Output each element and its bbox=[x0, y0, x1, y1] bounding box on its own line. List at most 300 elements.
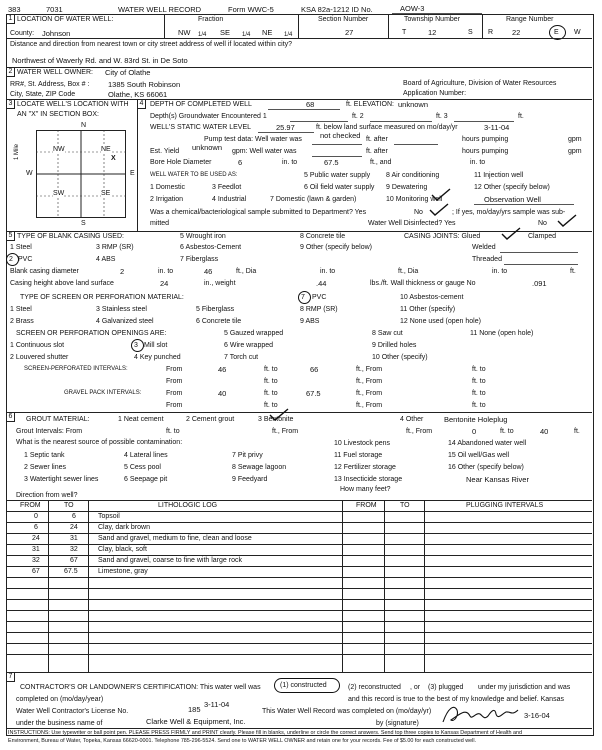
contam-7: 7 Pit privy bbox=[232, 452, 263, 459]
business-value: Clarke Well & Equipment, Inc. bbox=[146, 717, 246, 726]
screen-11: 11 Other (specify) bbox=[400, 306, 456, 313]
plugging-intervals-header: PLUGGING INTERVALS bbox=[466, 502, 544, 509]
compass-s: S bbox=[81, 220, 86, 227]
log-rule-3 bbox=[6, 544, 592, 545]
code-left: 383 bbox=[8, 5, 21, 14]
locate-label-2: AN "X" IN SECTION BOX: bbox=[17, 111, 99, 118]
yield-label: Est. Yield bbox=[150, 148, 180, 155]
use-11: 11 Injection well bbox=[474, 172, 524, 179]
grout-other-value: Bentonite Holeplug bbox=[444, 415, 508, 424]
log-to-header: TO bbox=[64, 502, 74, 509]
log-rule-10 bbox=[6, 621, 592, 622]
instructions-line-1: INSTRUCTIONS: Use typewriter or ball point pen. PLEASE PRESS FIRMLY and PRINT clearly. Please fill in blanks, underline or circle the correct answers. Send top three copies to Kansas Department of Health and bbox=[8, 730, 523, 736]
section-7-number: 7 bbox=[6, 672, 15, 682]
casing-7: 7 Fiberglass bbox=[180, 256, 219, 263]
elevation-label: ft. ELEVATION: bbox=[346, 101, 394, 108]
reconstructed-option: (2) reconstructed bbox=[348, 684, 401, 691]
log-rule-6 bbox=[6, 577, 592, 578]
log-col-2 bbox=[88, 500, 89, 672]
log-row-from: 31 bbox=[32, 546, 40, 553]
fraction-3: NE bbox=[262, 28, 273, 37]
log-bottom-rule bbox=[6, 672, 592, 673]
elevation-value: unknown bbox=[398, 100, 429, 109]
log-row-to: 67.5 bbox=[64, 568, 78, 575]
static-line bbox=[258, 132, 314, 133]
glued-checkmark bbox=[500, 227, 522, 241]
s1-divider-4 bbox=[482, 14, 483, 38]
static-date: 3-11-04 bbox=[484, 123, 510, 132]
certification-label-b: under my jurisdiction and was bbox=[478, 684, 571, 691]
log-row-desc: Clay, dark brown bbox=[98, 524, 151, 531]
log-row-to: 32 bbox=[70, 546, 78, 553]
contam-10: 10 Livestock pens bbox=[334, 440, 391, 447]
opening-mill-slot: Mill slot bbox=[144, 342, 168, 349]
perf-from-label: From bbox=[166, 366, 183, 373]
casing-2-number: 2 bbox=[9, 256, 13, 263]
log-row-desc: Sand and gravel, coarse to fine with large rock bbox=[98, 557, 242, 564]
contam-15: 15 Oil well/Gas well bbox=[448, 452, 510, 459]
gw-line-3 bbox=[454, 121, 514, 122]
s1-rule-1 bbox=[6, 38, 592, 39]
record-completed-label: This Water Well Record was completed on (mo/day/yr) bbox=[262, 708, 432, 715]
county-value: Johnson bbox=[42, 29, 71, 38]
log-col-1 bbox=[48, 500, 49, 672]
fraction-label: Fraction bbox=[198, 16, 224, 23]
perf-ft-from-2: ft., From bbox=[356, 378, 383, 385]
perf-from-value: 46 bbox=[218, 365, 227, 374]
static-label: WELL'S STATIC WATER LEVEL bbox=[150, 124, 252, 131]
joints-clamped: Clamped bbox=[528, 233, 557, 240]
diameter-in-to-2: in. to bbox=[320, 268, 336, 275]
use-3: 3 Feedlot bbox=[212, 184, 242, 191]
township-number: 12 bbox=[428, 28, 437, 37]
range-number: 22 bbox=[512, 28, 521, 37]
joints-label: CASING JOINTS: Glued bbox=[404, 233, 481, 240]
log-rule-11 bbox=[6, 632, 592, 633]
range-w: W bbox=[574, 29, 581, 36]
log-from-header: FROM bbox=[20, 502, 41, 509]
grout-ft-from: ft., From bbox=[272, 428, 299, 435]
log-row-desc: Clay, black, soft bbox=[98, 546, 147, 553]
chem-label: Was a chemical/bacteriological sample submitted to Department? Yes bbox=[150, 209, 367, 216]
bore-ft-and: ft., and bbox=[370, 159, 392, 166]
opening-3-number: 3 bbox=[134, 342, 138, 349]
yield-hours: hours pumping bbox=[462, 148, 509, 155]
bentonite-checkmark bbox=[268, 408, 290, 422]
yield-line bbox=[312, 156, 362, 157]
height-label: Casing height above land surface bbox=[10, 280, 114, 287]
log-rule-7 bbox=[6, 588, 592, 589]
location-label: LOCATION OF WATER WELL: bbox=[17, 16, 114, 23]
s1-divider-3 bbox=[388, 14, 389, 38]
casing-5: 5 Wrought iron bbox=[180, 233, 226, 240]
depth-line bbox=[268, 109, 340, 110]
constructed-circle bbox=[274, 678, 340, 693]
quarter-2: 1/4 bbox=[242, 32, 251, 38]
yield-ft-after: ft. after bbox=[366, 148, 388, 155]
height-in-weight: in., weight bbox=[204, 280, 236, 287]
gw-ft3: ft. 3 bbox=[436, 113, 448, 120]
signature bbox=[440, 702, 524, 726]
grout-label: GROUT MATERIAL: bbox=[26, 416, 90, 423]
certification-label: CONTRACTOR'S OR LANDOWNER'S CERTIFICATION: This water well was bbox=[20, 684, 261, 691]
section-4-number: 4 bbox=[137, 99, 146, 109]
opening-9: 9 Drilled holes bbox=[372, 342, 417, 349]
log-row-from: 32 bbox=[32, 557, 40, 564]
license-label: Water Well Contractor's License No. bbox=[16, 708, 129, 715]
log-rule-2 bbox=[6, 533, 592, 534]
grout-3: 3 Bentonite bbox=[258, 416, 294, 423]
section-number-label: Section Number bbox=[318, 16, 369, 23]
opening-3-circle bbox=[131, 339, 144, 352]
s1-rule-2 bbox=[6, 67, 592, 68]
yield-value: unknown bbox=[192, 143, 223, 152]
log-rule-5 bbox=[6, 566, 592, 567]
gravel-ft-to-4: ft. to bbox=[472, 402, 486, 409]
grout-4: 4 Other bbox=[400, 416, 424, 423]
s1-divider-1 bbox=[164, 14, 165, 38]
joints-threaded: Threaded bbox=[472, 256, 502, 263]
screen-5: 5 Fiberglass bbox=[196, 306, 235, 313]
log-row-desc: Sand and gravel, medium to fine, clean and loose bbox=[98, 535, 252, 542]
gravel-ft-to: ft. to bbox=[264, 390, 278, 397]
s5-rule bbox=[6, 412, 592, 413]
direction-label: Direction from well? bbox=[16, 492, 78, 499]
bore-in-to-2: in. to bbox=[470, 159, 486, 166]
casing-6: 6 Asbestos-Cement bbox=[180, 244, 242, 251]
signature-label: by (signature) bbox=[376, 720, 419, 727]
grout-1: 1 Neat cement bbox=[118, 416, 164, 423]
use-1: 1 Domestic bbox=[150, 184, 186, 191]
threaded-line bbox=[504, 264, 578, 265]
log-rule-12 bbox=[6, 643, 592, 644]
gw-line-1 bbox=[290, 121, 348, 122]
fraction-2: SE bbox=[220, 28, 231, 37]
log-rule-1 bbox=[6, 522, 592, 523]
use-label: WELL WATER TO BE USED AS: bbox=[150, 172, 238, 178]
gw-ft2: ft. 2 bbox=[352, 113, 364, 120]
contam-16: 16 Other (specify below) bbox=[448, 464, 524, 471]
locate-label-1: LOCATE WELL'S LOCATION WITH bbox=[17, 101, 129, 108]
casing-3: 3 RMP (SR) bbox=[96, 244, 134, 251]
log-rule-4 bbox=[6, 555, 592, 556]
city-label: City, State, ZIP Code bbox=[10, 91, 76, 98]
lithologic-log-header: LITHOLOGIC LOG bbox=[158, 502, 218, 509]
application-label: Application Number: bbox=[403, 90, 467, 97]
log-row-from: 6 bbox=[34, 524, 38, 531]
gravel-from-label: From bbox=[166, 390, 183, 397]
log-row-to: 31 bbox=[70, 535, 78, 542]
contam-11: 11 Fuel storage bbox=[334, 452, 383, 459]
screen-pvc: PVC bbox=[312, 294, 327, 301]
gw-ft-end: ft. bbox=[518, 113, 524, 120]
diameter-ft: ft. bbox=[570, 268, 576, 275]
static-value: 25.97 bbox=[276, 123, 295, 132]
use-10-checkmark bbox=[430, 188, 452, 202]
gravel-ft-from: ft., From bbox=[356, 390, 383, 397]
completed-value: 3-11-04 bbox=[204, 700, 230, 709]
form-number: Form WWC-5 bbox=[228, 5, 274, 14]
log-row-to: 24 bbox=[70, 524, 78, 531]
s6-rule bbox=[6, 500, 592, 501]
log-col-5 bbox=[424, 500, 425, 672]
use-other-line bbox=[474, 204, 574, 205]
business-label: under the business name of bbox=[16, 720, 103, 727]
grid-ne: NE bbox=[101, 146, 111, 153]
perf-from-label-2: From bbox=[166, 378, 183, 385]
casing-1: 1 Steel bbox=[10, 244, 32, 251]
opening-10: 10 Other (specify) bbox=[372, 354, 428, 361]
contam-9: 9 Feedyard bbox=[232, 476, 268, 483]
screen-type-label: TYPE OF SCREEN OR PERFORATION MATERIAL: bbox=[20, 294, 184, 301]
section-1-number: 1 bbox=[6, 14, 15, 24]
casing-2-circle bbox=[6, 253, 19, 266]
screen-6: 6 Concrete tile bbox=[196, 318, 242, 325]
section-3-number: 3 bbox=[6, 99, 15, 109]
disinfected-no-checkmark bbox=[556, 214, 578, 228]
pump-after-line bbox=[394, 144, 438, 145]
log-col-3 bbox=[342, 500, 343, 672]
casing-8: 8 Concrete tile bbox=[300, 233, 346, 240]
log-rule-9 bbox=[6, 610, 592, 611]
perf-ft-to: ft. to bbox=[264, 366, 278, 373]
gravel-to-value: 67.5 bbox=[306, 389, 321, 398]
contamination-label: What is the nearest source of possible contamination: bbox=[16, 439, 183, 446]
contam-8: 8 Sewage lagoon bbox=[232, 464, 287, 471]
log-row-from: 67 bbox=[32, 568, 40, 575]
chem-no: No bbox=[414, 209, 423, 216]
or-label: , or bbox=[410, 684, 421, 691]
opening-4: 4 Key punched bbox=[134, 354, 181, 361]
ksa-label: KSA 82a-1212 ID No. bbox=[301, 5, 373, 14]
chem-suffix: ; If yes, mo/day/yrs sample was sub- bbox=[452, 209, 566, 216]
code-mid: 7031 bbox=[46, 5, 63, 14]
range-r: R bbox=[488, 29, 494, 36]
opening-8: 8 Saw cut bbox=[372, 330, 403, 337]
use-2: 2 Irrigation bbox=[150, 196, 184, 203]
diameter-value: 2 bbox=[120, 267, 125, 276]
distance-value: Northwest of Waverly Rd. and W. 83rd St. in De Soto bbox=[12, 56, 188, 65]
grout-ft-from-2: ft., From bbox=[406, 428, 433, 435]
casing-9: 9 Other (specify below) bbox=[300, 244, 372, 251]
gravel-from-label-2: From bbox=[166, 402, 183, 409]
grid-sw: SW bbox=[53, 190, 65, 197]
screen-7-number: 7 bbox=[301, 294, 305, 301]
opening-7: 7 Torch cut bbox=[224, 354, 259, 361]
log-from-header-2: FROM bbox=[356, 502, 377, 509]
pump-gpm: gpm bbox=[568, 136, 582, 143]
screen-12: 12 None used (open hole) bbox=[400, 318, 481, 325]
perf-ft-to-3: ft. to bbox=[264, 378, 278, 385]
gravel-from-value: 40 bbox=[218, 389, 227, 398]
diameter-ft-dia: ft., Dia bbox=[236, 268, 257, 275]
perf-ft-from: ft., From bbox=[356, 366, 383, 373]
screen-2: 2 Brass bbox=[10, 318, 34, 325]
contam-13: 13 Insecticide storage bbox=[334, 476, 403, 483]
address-label: RR#, St. Address, Box # : bbox=[10, 81, 90, 88]
depth-value: 68 bbox=[306, 100, 315, 109]
log-row-to: 67 bbox=[70, 557, 78, 564]
log-col-4 bbox=[384, 500, 385, 672]
instructions-line-2: Environment, Bureau of Water, Topeka, Kansas 66620-0001. Telephone 785-296-5524. Send one to WATER WELL OWNER and retain one for your records. Fee of $5.00 for each constructed well. bbox=[8, 738, 477, 744]
diameter-in-to: in. to bbox=[158, 268, 174, 275]
grout-from-value: 0 bbox=[472, 427, 477, 436]
perf-ft-to-2: ft. to bbox=[472, 366, 486, 373]
log-row-from: 0 bbox=[34, 513, 38, 520]
log-row-to: 6 bbox=[72, 513, 76, 520]
yield-mid: gpm: Well water was bbox=[232, 148, 297, 155]
contam-4: 4 Lateral lines bbox=[124, 452, 168, 459]
pump-value: not checked bbox=[320, 131, 361, 140]
use-10: 10 Monitoring well bbox=[386, 196, 443, 203]
perf-ft-to-4: ft. to bbox=[472, 378, 486, 385]
screen-3: 3 Stainless steel bbox=[96, 306, 147, 313]
gravel-label: GRAVEL PACK INTERVALS: bbox=[64, 390, 142, 396]
how-many-feet: How many feet? bbox=[340, 486, 391, 493]
compass-e: E bbox=[130, 170, 135, 177]
address-value: 1385 South Robinson bbox=[108, 80, 181, 89]
mile-label: 1 Mile bbox=[14, 143, 20, 160]
contam-14: 14 Abandoned water well bbox=[448, 440, 527, 447]
bore-label: Bore Hole Diameter bbox=[150, 159, 212, 166]
use-8: 8 Air conditioning bbox=[386, 172, 440, 179]
lbs-label: lbs./ft. Wall thickness or gauge No bbox=[370, 280, 476, 287]
contam-5: 5 Cess pool bbox=[124, 464, 161, 471]
compass-w: W bbox=[26, 170, 33, 177]
openings-label: SCREEN OR PERFORATION OPENINGS ARE: bbox=[16, 330, 167, 337]
use-other-value: Observation Well bbox=[484, 195, 541, 204]
township-label: Township Number bbox=[404, 16, 461, 23]
grout-to-value: 40 bbox=[540, 427, 549, 436]
section-number: 27 bbox=[345, 28, 354, 37]
opening-1: 1 Continuous slot bbox=[10, 342, 65, 349]
section-2-number: 2 bbox=[6, 67, 15, 77]
perf-to-value: 66 bbox=[310, 365, 319, 374]
yield-gpm: gpm bbox=[568, 148, 582, 155]
weight-value: .44 bbox=[316, 279, 327, 288]
disinfected-label: Water Well Disinfected? Yes bbox=[368, 220, 456, 227]
quarter-1: 1/4 bbox=[198, 32, 207, 38]
board-label: Board of Agriculture, Division of Water Resources bbox=[403, 80, 557, 87]
section-grid bbox=[36, 130, 126, 218]
gravel-ft-to-2: ft. to bbox=[472, 390, 486, 397]
grout-ft-to: ft. to bbox=[166, 428, 180, 435]
log-row-from: 24 bbox=[32, 535, 40, 542]
range-label: Range Number bbox=[506, 16, 554, 23]
pump-line bbox=[312, 144, 362, 145]
id-number: AOW-3 bbox=[400, 4, 425, 13]
opening-6: 6 Wire wrapped bbox=[224, 342, 274, 349]
bore-to-value: 67.5 bbox=[324, 158, 339, 167]
opening-11: 11 None (open hole) bbox=[470, 330, 534, 337]
plugged-option: (3) plugged bbox=[428, 684, 464, 691]
use-9: 9 Dewatering bbox=[386, 184, 428, 191]
chem-mitted: mitted bbox=[150, 220, 170, 227]
grout-2: 2 Cement grout bbox=[186, 416, 235, 423]
pump-label: Pump test data: Well water was bbox=[204, 136, 302, 143]
screen-4: 4 Galvanized steel bbox=[96, 318, 154, 325]
opening-2: 2 Louvered shutter bbox=[10, 354, 69, 361]
contam-12: 12 Fertilizer storage bbox=[334, 464, 396, 471]
log-to-header-2: TO bbox=[400, 502, 410, 509]
use-7: 7 Domestic (lawn & garden) bbox=[270, 196, 357, 203]
joints-welded: Welded bbox=[472, 244, 496, 251]
constructed-option: (1) constructed bbox=[280, 682, 327, 689]
gravel-ft-to-3: ft. to bbox=[264, 402, 278, 409]
section-5-number: 5 bbox=[6, 231, 15, 241]
screen-10: 10 Asbestos-cement bbox=[400, 294, 464, 301]
bore-value: 6 bbox=[238, 158, 243, 167]
city-value: Olathe, KS 66061 bbox=[108, 90, 168, 99]
fraction-1: NW bbox=[178, 28, 191, 37]
grid-x-mark: X bbox=[111, 155, 116, 162]
screen-7-circle bbox=[298, 291, 311, 304]
completed-label: completed on (mo/day/year) bbox=[16, 696, 104, 703]
log-rule-13 bbox=[6, 654, 592, 655]
form-title: WATER WELL RECORD bbox=[118, 5, 202, 14]
s3-divider bbox=[137, 99, 138, 231]
contam-6: 6 Seepage pit bbox=[124, 476, 168, 483]
chem-no-checkmark bbox=[428, 203, 450, 217]
grout-intervals-label: Grout Intervals: From bbox=[16, 428, 83, 435]
diameter-in-to-3: in. to bbox=[492, 268, 508, 275]
record-completed-date: 3-16-04 bbox=[524, 711, 550, 720]
blank-casing-label: TYPE OF BLANK CASING USED: bbox=[17, 233, 124, 240]
grout-ft-to-2: ft. to bbox=[500, 428, 514, 435]
use-4: 4 Industrial bbox=[212, 196, 247, 203]
depth-label: DEPTH OF COMPLETED WELL bbox=[150, 101, 252, 108]
contam-1: 1 Septic tank bbox=[24, 452, 65, 459]
s7-rule bbox=[6, 728, 592, 729]
diameter-to-value: 46 bbox=[204, 267, 213, 276]
quarter-3: 1/4 bbox=[284, 32, 293, 38]
grid-se: SE bbox=[101, 190, 111, 197]
log-rule-8 bbox=[6, 599, 592, 600]
diameter-ft-dia-2: ft., Dia bbox=[398, 268, 419, 275]
log-header-rule bbox=[6, 511, 592, 512]
casing-pvc: PVC bbox=[18, 256, 33, 263]
compass-n: N bbox=[81, 122, 87, 129]
certification-label-c: and this record is true to the best of my knowledge and belief. Kansas bbox=[348, 696, 564, 703]
range-e: E bbox=[554, 29, 559, 36]
pump-ft-after: ft. after bbox=[366, 136, 388, 143]
contam-3: 3 Watertight sewer lines bbox=[24, 476, 99, 483]
contam-2: 2 Sewer lines bbox=[24, 464, 67, 471]
use-12: 12 Other (specify below) bbox=[474, 184, 550, 191]
use-6: 6 Oil field water supply bbox=[304, 184, 375, 191]
license-value: 185 bbox=[188, 705, 201, 714]
owner-value: City of Olathe bbox=[105, 68, 151, 77]
pump-hours: hours pumping bbox=[462, 136, 509, 143]
disinfected-no: No bbox=[538, 220, 547, 227]
gw-line-2 bbox=[370, 121, 432, 122]
screen-8: 8 RMP (SR) bbox=[300, 306, 338, 313]
perforated-label: SCREEN-PERFORATED INTERVALS: bbox=[24, 366, 128, 372]
static-suffix: ft. below land surface measured on mo/day/yr bbox=[316, 124, 458, 131]
s2-rule bbox=[6, 99, 592, 100]
gauge-value: .091 bbox=[532, 279, 547, 288]
grid-nw: NW bbox=[53, 146, 65, 153]
county-label: County: bbox=[10, 30, 35, 37]
distance-label: Distance and direction from nearest town or city street address of well if located within city? bbox=[10, 41, 293, 48]
section-6-number: 6 bbox=[6, 412, 15, 422]
opening-5: 5 Gauzed wrapped bbox=[224, 330, 284, 337]
screen-9: 9 ABS bbox=[300, 318, 320, 325]
groundwater-label: Depth(s) Groundwater Encountered 1 bbox=[150, 113, 267, 120]
bore-in-to: in. to bbox=[282, 159, 298, 166]
height-value: 24 bbox=[160, 279, 169, 288]
township-s: S bbox=[468, 29, 473, 36]
